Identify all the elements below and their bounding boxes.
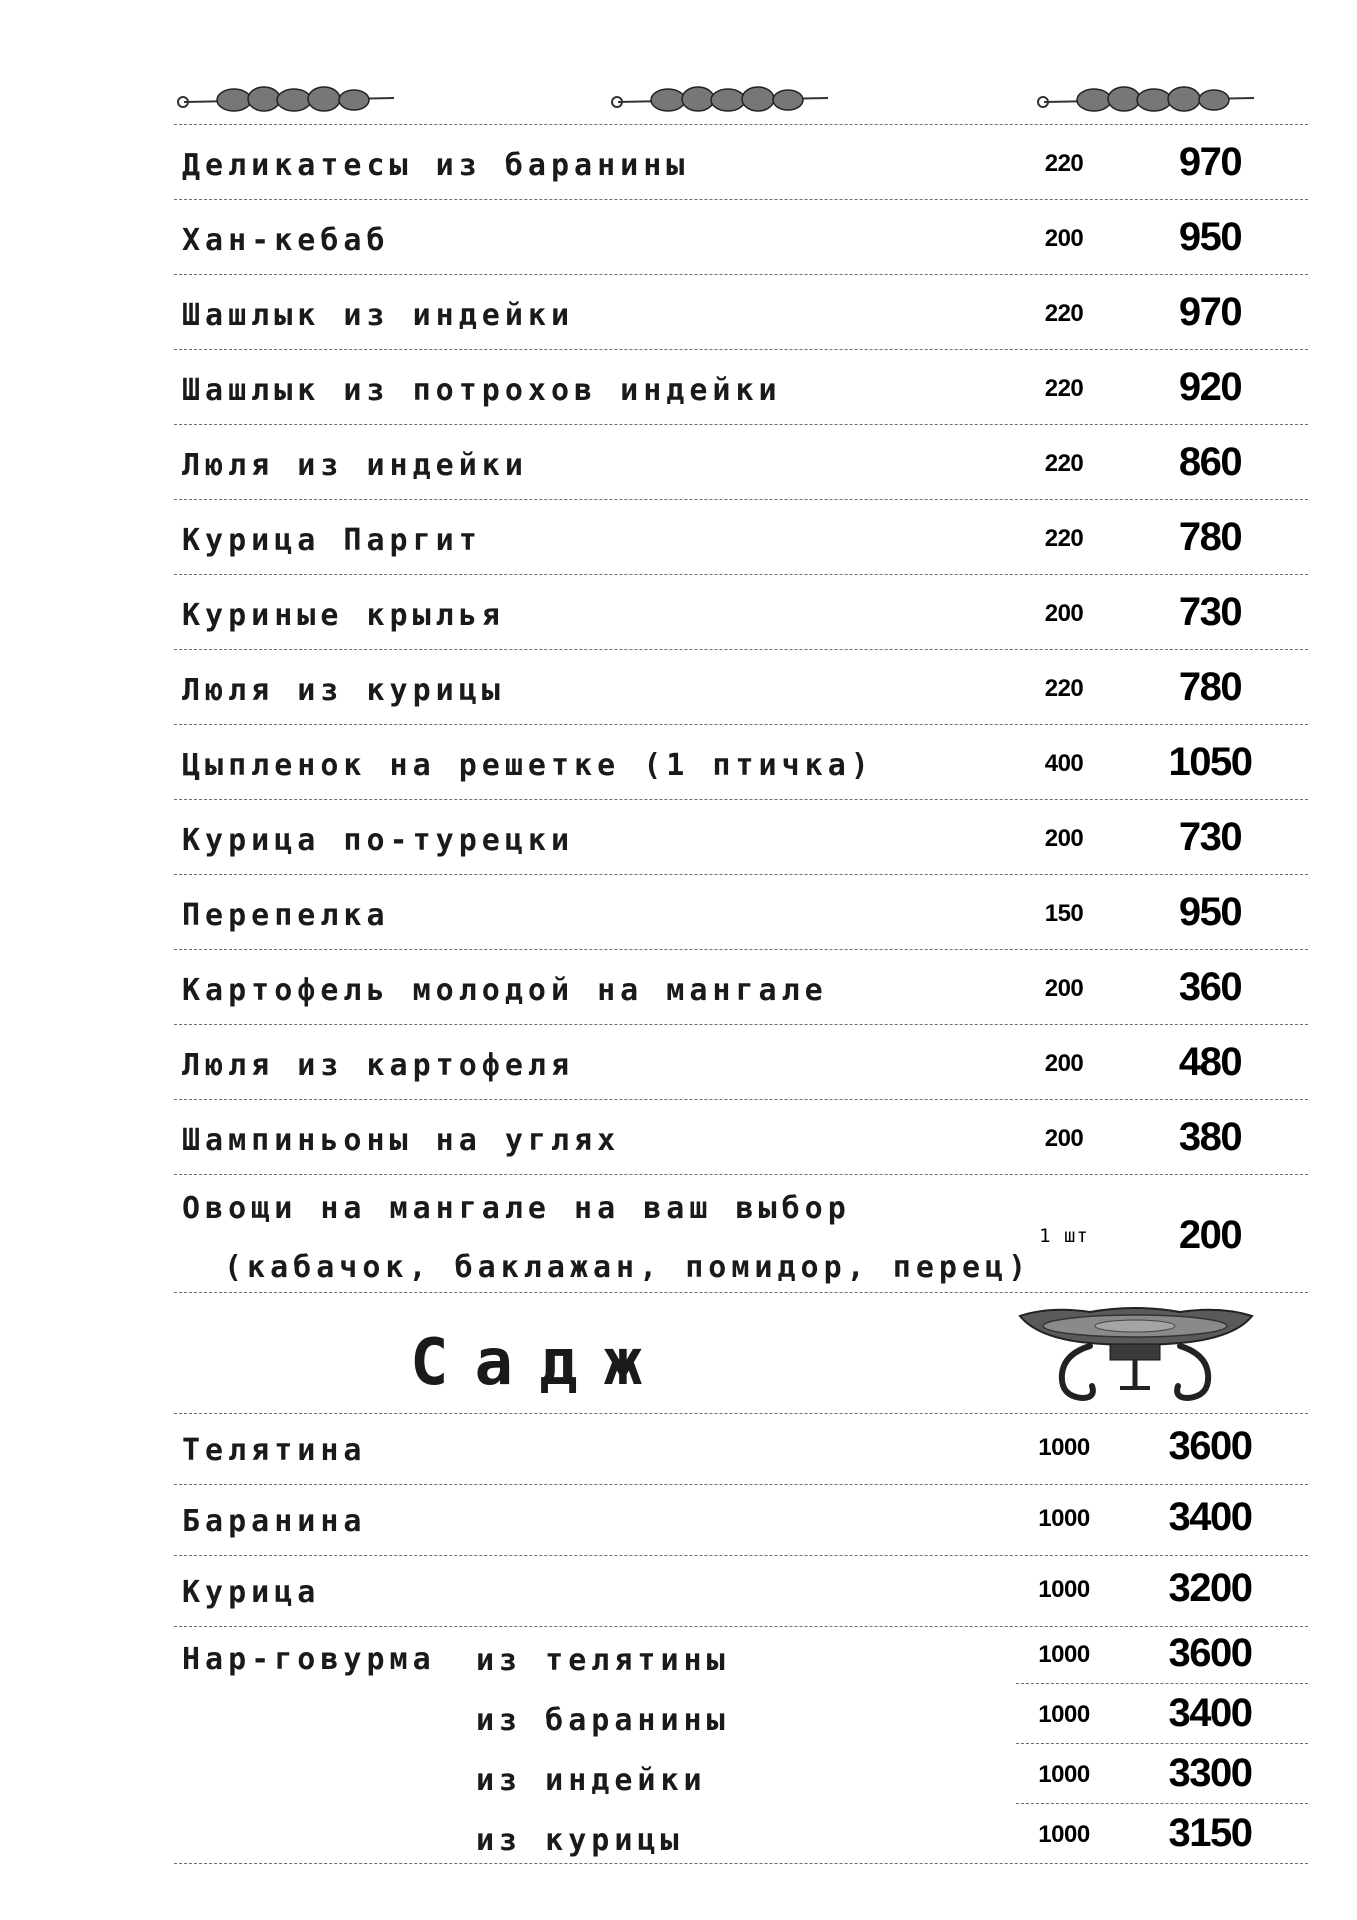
divider bbox=[174, 1555, 1308, 1556]
item-price: 1050 bbox=[1168, 740, 1252, 784]
nar-govurma-price: 3300 bbox=[1168, 1751, 1252, 1795]
nar-govurma-weight: 1000 bbox=[1038, 1821, 1090, 1848]
nar-govurma-price: 3600 bbox=[1168, 1631, 1252, 1675]
item-price: 480 bbox=[1178, 1040, 1242, 1084]
item-name: Шампиньоны на углях bbox=[182, 1123, 621, 1158]
item-price: 780 bbox=[1178, 515, 1242, 559]
saj-item-price: 3600 bbox=[1168, 1424, 1252, 1468]
item-name: Хан-кебаб bbox=[182, 223, 390, 258]
item-weight: 200 bbox=[1044, 825, 1084, 852]
divider bbox=[174, 1626, 1308, 1627]
divider bbox=[1016, 1743, 1308, 1744]
item-name: Шашлык из потрохов индейки bbox=[182, 373, 782, 408]
nar-govurma-weight: 1000 bbox=[1038, 1641, 1090, 1668]
divider bbox=[174, 574, 1308, 575]
item-name: Люля из курицы bbox=[182, 673, 505, 708]
saj-item-name: Баранина bbox=[182, 1504, 367, 1539]
item-name: Люля из картофеля bbox=[182, 1048, 575, 1083]
divider bbox=[174, 1024, 1308, 1025]
vegetables-options: (кабачок, баклажан, помидор, перец) bbox=[224, 1250, 1032, 1285]
divider bbox=[174, 124, 1308, 125]
item-weight: 200 bbox=[1044, 1125, 1084, 1152]
item-weight: 200 bbox=[1044, 225, 1084, 252]
divider bbox=[174, 349, 1308, 350]
item-weight: 220 bbox=[1044, 150, 1084, 177]
item-name: Шашлык из индейки bbox=[182, 298, 575, 333]
divider bbox=[1016, 1683, 1308, 1684]
nar-govurma-variant: из курицы bbox=[476, 1823, 684, 1858]
divider bbox=[174, 799, 1308, 800]
divider bbox=[174, 1413, 1308, 1414]
item-name: Курица Паргит bbox=[182, 523, 482, 558]
item-weight: 220 bbox=[1044, 675, 1084, 702]
nar-govurma-weight: 1000 bbox=[1038, 1701, 1090, 1728]
item-price: 360 bbox=[1178, 965, 1242, 1009]
item-weight: 220 bbox=[1044, 450, 1084, 477]
item-price: 780 bbox=[1178, 665, 1242, 709]
divider bbox=[174, 1174, 1308, 1175]
item-weight: 220 bbox=[1044, 525, 1084, 552]
saj-pan-icon bbox=[1010, 1302, 1260, 1414]
item-name: Цыпленок на решетке (1 птичка) bbox=[182, 748, 874, 783]
divider bbox=[174, 724, 1308, 725]
nar-govurma-name: Нар-говурма bbox=[182, 1642, 436, 1677]
skewer-icon bbox=[174, 78, 404, 122]
divider bbox=[174, 199, 1308, 200]
saj-item-weight: 1000 bbox=[1038, 1434, 1090, 1461]
divider bbox=[174, 874, 1308, 875]
item-price: 730 bbox=[1178, 815, 1242, 859]
saj-item-price: 3200 bbox=[1168, 1566, 1252, 1610]
divider bbox=[174, 949, 1308, 950]
item-weight: 200 bbox=[1044, 600, 1084, 627]
divider bbox=[174, 649, 1308, 650]
divider bbox=[174, 1863, 1308, 1864]
item-weight: 220 bbox=[1044, 375, 1084, 402]
divider bbox=[1016, 1803, 1308, 1804]
divider bbox=[174, 1292, 1308, 1293]
item-weight: 400 bbox=[1044, 750, 1084, 777]
item-name: Перепелка bbox=[182, 898, 390, 933]
vegetables-name: Овощи на мангале на ваш выбор bbox=[182, 1191, 851, 1226]
item-name: Люля из индейки bbox=[182, 448, 528, 483]
divider bbox=[174, 1099, 1308, 1100]
saj-item-name: Телятина bbox=[182, 1433, 367, 1468]
item-price: 860 bbox=[1178, 440, 1242, 484]
divider bbox=[174, 274, 1308, 275]
item-name: Куриные крылья bbox=[182, 598, 505, 633]
saj-item-weight: 1000 bbox=[1038, 1576, 1090, 1603]
vegetables-weight: 1 шт bbox=[1039, 1225, 1089, 1247]
saj-item-name: Курица bbox=[182, 1575, 321, 1610]
item-price: 970 bbox=[1178, 140, 1242, 184]
divider bbox=[174, 499, 1308, 500]
skewer-icon bbox=[1034, 78, 1264, 122]
saj-item-weight: 1000 bbox=[1038, 1505, 1090, 1532]
item-weight: 200 bbox=[1044, 975, 1084, 1002]
skewer-icon bbox=[608, 78, 838, 122]
item-weight: 220 bbox=[1044, 300, 1084, 327]
item-price: 970 bbox=[1178, 290, 1242, 334]
nar-govurma-price: 3400 bbox=[1168, 1691, 1252, 1735]
item-price: 920 bbox=[1178, 365, 1242, 409]
item-price: 380 bbox=[1178, 1115, 1242, 1159]
nar-govurma-price: 3150 bbox=[1168, 1811, 1252, 1855]
item-price: 950 bbox=[1178, 890, 1242, 934]
nar-govurma-variant: из индейки bbox=[476, 1763, 707, 1798]
nar-govurma-variant: из телятины bbox=[476, 1643, 730, 1678]
item-weight: 200 bbox=[1044, 1050, 1084, 1077]
saj-item-price: 3400 bbox=[1168, 1495, 1252, 1539]
item-name: Курица по-турецки bbox=[182, 823, 575, 858]
item-weight: 150 bbox=[1044, 900, 1084, 927]
divider bbox=[174, 1484, 1308, 1485]
item-name: Деликатесы из баранины bbox=[182, 148, 690, 183]
skewer-decoration-row bbox=[174, 78, 1308, 122]
item-price: 950 bbox=[1178, 215, 1242, 259]
divider bbox=[174, 424, 1308, 425]
item-name: Картофель молодой на мангале bbox=[182, 973, 828, 1008]
item-price: 730 bbox=[1178, 590, 1242, 634]
nar-govurma-variant: из баранины bbox=[476, 1703, 730, 1738]
vegetables-price: 200 bbox=[1178, 1213, 1242, 1257]
section-title-saj: Садж bbox=[410, 1326, 669, 1400]
nar-govurma-weight: 1000 bbox=[1038, 1761, 1090, 1788]
